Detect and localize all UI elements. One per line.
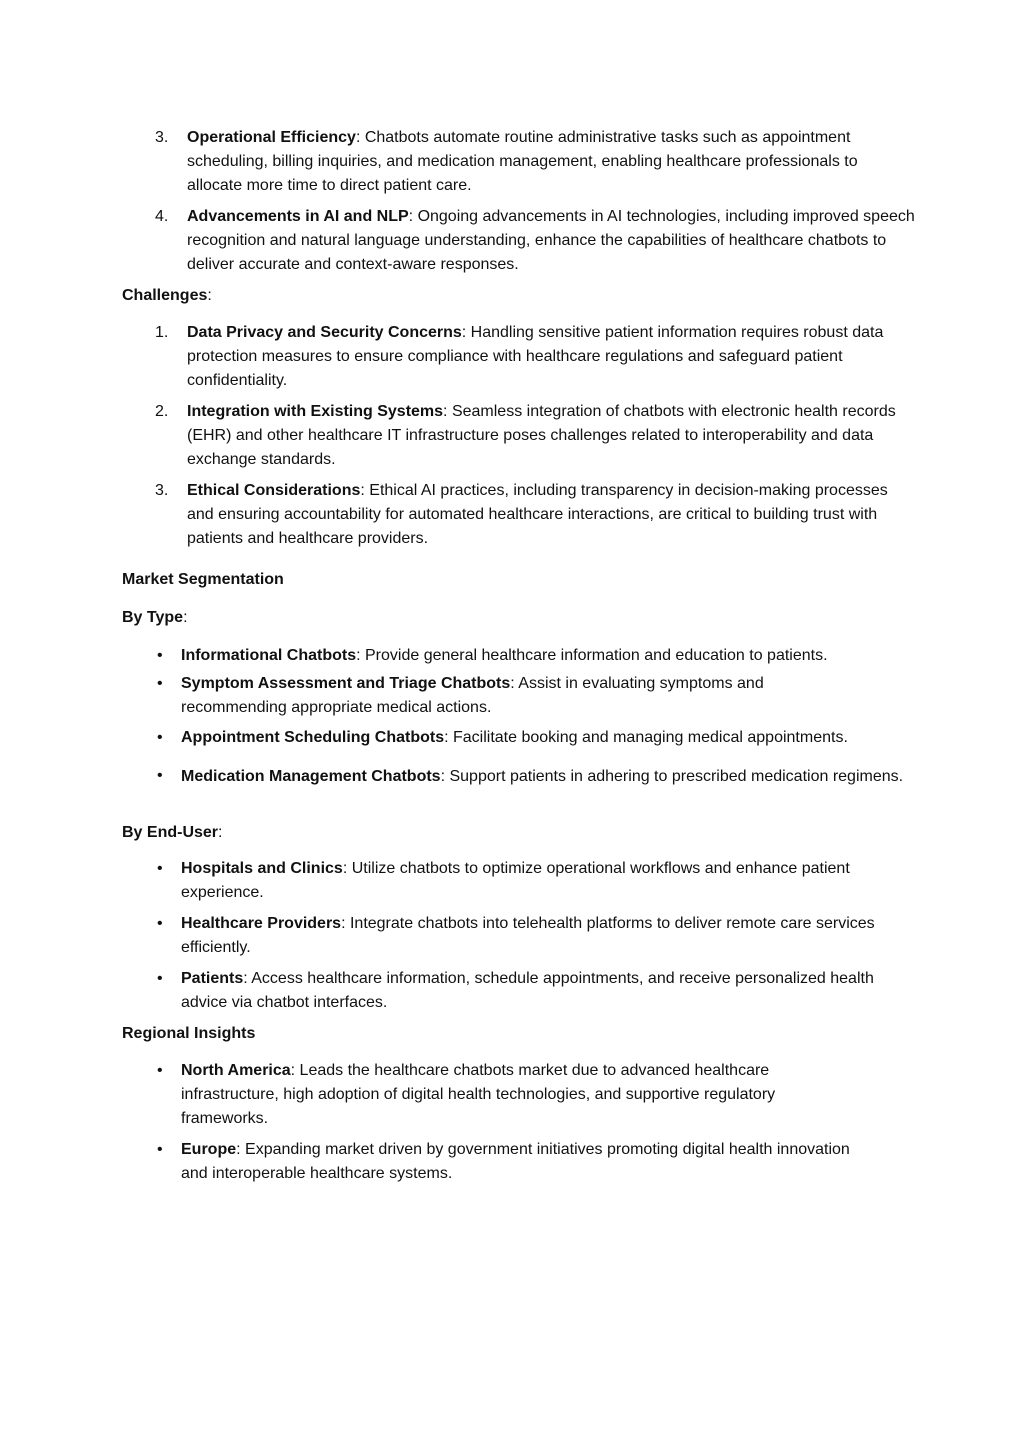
item-text: : Assist in evaluating symptoms and recommending appropriate medical actions. bbox=[181, 675, 764, 716]
item-term: Medication Management Chatbots bbox=[181, 768, 441, 785]
heading-market-segmentation: Market Segmentation bbox=[122, 571, 284, 588]
bullet-icon: • bbox=[157, 729, 163, 746]
item-term: Europe bbox=[181, 1141, 237, 1158]
list-item-advancements-ai-nlp bbox=[155, 205, 915, 277]
list-number: 2. bbox=[155, 403, 169, 420]
item-text: : Chatbots automate routine administrative tasks such as appointment scheduling, billing inquiries, and medication management, enabling healthcare professionals to allocate more time to direct patient care. bbox=[187, 129, 858, 194]
bullet-icon: • bbox=[157, 915, 163, 932]
list-item-operational-efficiency bbox=[155, 126, 915, 198]
bullet-icon: • bbox=[157, 970, 163, 987]
heading-by-type: By Type: bbox=[122, 609, 188, 626]
item-text: : Integrate chatbots into telehealth platforms to deliver remote care services efficiently. bbox=[181, 915, 875, 956]
list-item-healthcare-providers bbox=[155, 912, 915, 960]
item-text: : Provide general healthcare information and education to patients. bbox=[356, 647, 828, 664]
item-term: Operational Efficiency bbox=[187, 129, 356, 146]
item-text: : Support patients in adhering to prescribed medication regimens. bbox=[440, 768, 904, 785]
list-item-integration bbox=[155, 400, 915, 472]
item-text: : Seamless integration of chatbots with electronic health records (EHR) and other healthcare IT infrastructure poses challenges related to interoperability and data exchange standards. bbox=[187, 403, 896, 468]
item-text: : Handling sensitive patient information requires robust data protection measures to ensure compliance with healthcare regulations and safeguard patient confidentiality. bbox=[187, 324, 884, 389]
list-item-patients bbox=[155, 967, 915, 1015]
list-item-ethical bbox=[155, 479, 915, 551]
list-item-symptom-assessment bbox=[155, 672, 915, 720]
item-text: : Leads the healthcare chatbots market due to advanced healthcare infrastructure, high adoption of digital health technologies, and supportive regulatory frameworks. bbox=[181, 1062, 776, 1127]
item-term: Appointment Scheduling Chatbots bbox=[181, 729, 445, 746]
item-text: : Access healthcare information, schedule appointments, and receive personalized health advice via chatbot interfaces. bbox=[181, 970, 874, 1011]
list-item-medication-management bbox=[155, 764, 915, 790]
heading-regional-insights: Regional Insights bbox=[122, 1025, 256, 1042]
item-term: Symptom Assessment and Triage Chatbots bbox=[181, 675, 511, 692]
bullet-icon: • bbox=[157, 1062, 163, 1079]
item-text: : Expanding market driven by government initiatives promoting digital health innovation and interoperable healthcare systems. bbox=[181, 1141, 850, 1182]
list-item-informational bbox=[155, 644, 915, 668]
bullet-icon: • bbox=[157, 860, 163, 877]
item-term: North America bbox=[181, 1062, 291, 1079]
item-term: Patients bbox=[181, 970, 244, 987]
list-item-appointment-scheduling bbox=[155, 726, 915, 750]
item-term: Healthcare Providers bbox=[181, 915, 342, 932]
bullet-icon: • bbox=[157, 647, 163, 664]
list-number: 1. bbox=[155, 324, 169, 341]
item-term: Data Privacy and Security Concerns bbox=[187, 324, 462, 341]
heading-challenges: Challenges: bbox=[122, 287, 212, 304]
list-number: 4. bbox=[155, 208, 169, 225]
item-term: Informational Chatbots bbox=[181, 647, 357, 664]
heading-by-end-user: By End-User: bbox=[122, 824, 223, 841]
list-item-hospitals-clinics bbox=[155, 857, 915, 905]
list-number: 3. bbox=[155, 482, 169, 499]
item-term: Hospitals and Clinics bbox=[181, 860, 343, 877]
list-number: 3. bbox=[155, 129, 169, 146]
item-term: Integration with Existing Systems bbox=[187, 403, 444, 420]
bullet-icon: • bbox=[157, 675, 163, 692]
item-term: Ethical Considerations bbox=[187, 482, 361, 499]
list-item-data-privacy bbox=[155, 321, 915, 393]
bullet-icon: • bbox=[157, 1141, 163, 1158]
item-text: : Ongoing advancements in AI technologies, including improved speech recognition and natural language understanding, enhance the capabilities of healthcare chatbots to deliver accurate and context-aware responses. bbox=[187, 208, 915, 273]
item-text: : Utilize chatbots to optimize operational workflows and enhance patient experience. bbox=[181, 860, 850, 901]
item-text: : Facilitate booking and managing medical appointments. bbox=[444, 729, 848, 746]
item-term: Advancements in AI and NLP bbox=[187, 208, 409, 225]
list-item-europe bbox=[155, 1138, 915, 1186]
bullet-icon: • bbox=[157, 767, 163, 784]
list-item-north-america bbox=[155, 1059, 915, 1131]
item-text: : Ethical AI practices, including transparency in decision-making processes and ensuring accountability for automated healthcare interactions, are critical to building trust with patients and healthcare providers. bbox=[187, 482, 888, 547]
